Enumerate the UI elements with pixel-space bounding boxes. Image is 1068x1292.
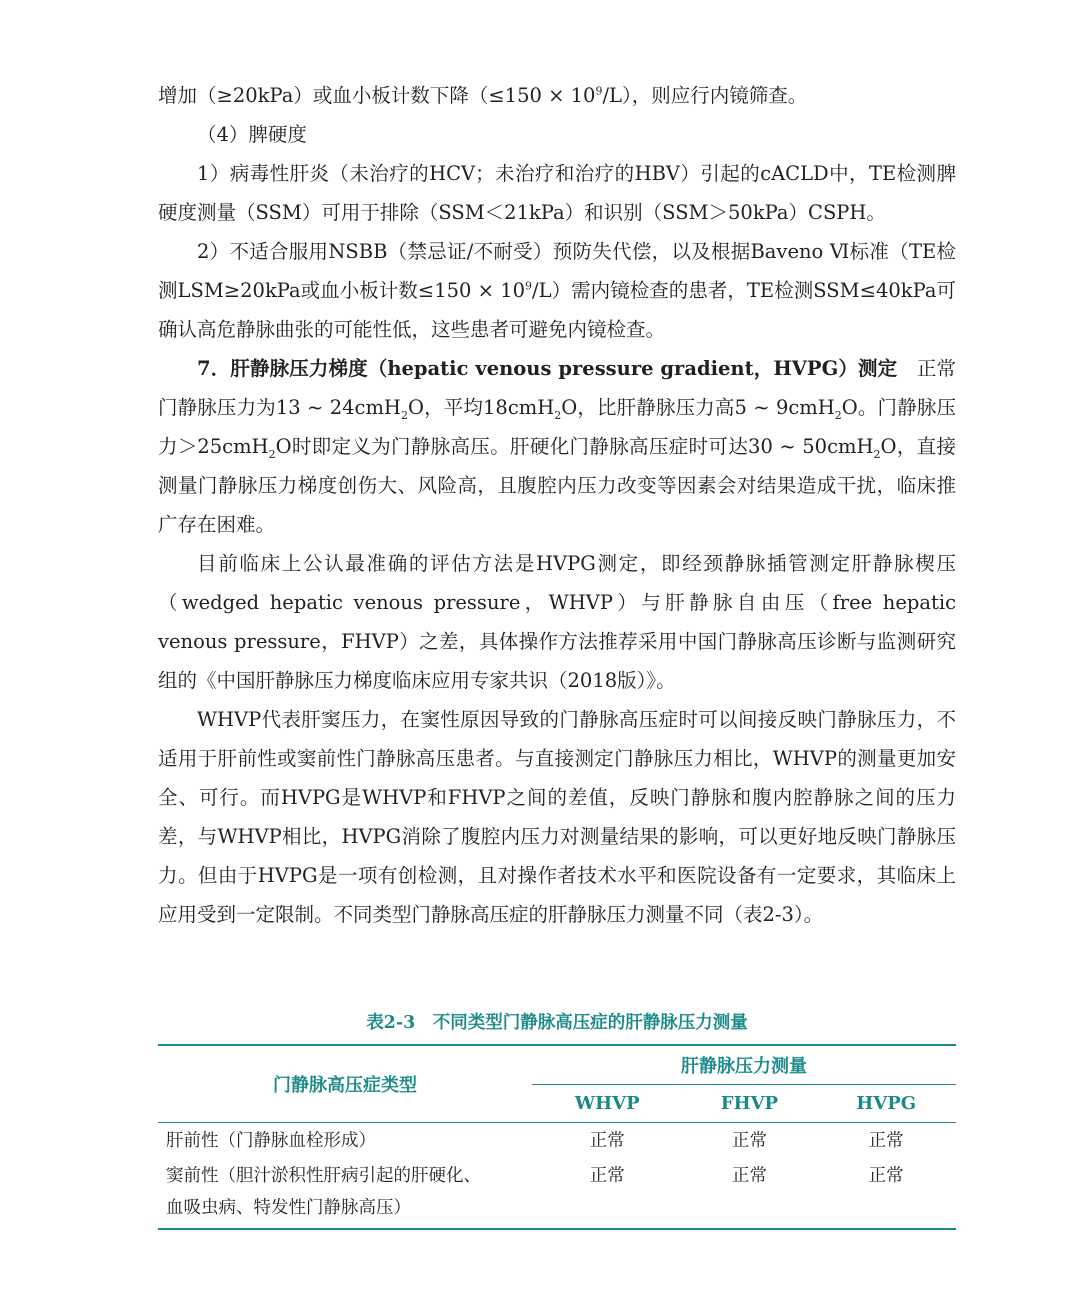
body-text xyxy=(158,76,956,934)
row-value: 正常 xyxy=(816,1158,956,1229)
paragraph-5: 7．肝静脉压力梯度（hepatic venous pressure gradient，HVPG）测定 正常门静脉压力为13 ~ 24cmH$_2$O，平均18cmH$_2$O，比肝静脉压力高5 ~ 9cmH$_2$O。门静脉压力＞25cmH$_2$O时即定义为门静脉高压。肝硬化门静脉高压症时可达30 ~ 50cmH$_2$O，直接测量门静脉压力梯度创伤大、风险高，且腹腔内压力改变等因素会对结果造成干扰，临床推广存在困难。 xyxy=(158,357,956,536)
section-heading: 7．肝静脉压力梯度（hepatic venous pressure gradient，HVPG）测定 xyxy=(197,357,898,380)
row-value: 正常 xyxy=(532,1158,683,1229)
table-caption: 表2-3 不同类型门静脉高压症的肝静脉压力测量 xyxy=(366,1013,748,1033)
pressure-table xyxy=(158,1044,956,1230)
header-whvp: WHVP xyxy=(532,1085,683,1123)
row-value: 正常 xyxy=(589,1131,625,1151)
paragraph-1: 增加（≥20kPa）或血小板计数下降$(\le 150 \times 10^9/L)$，则应行内镜筛查。 xyxy=(158,84,808,107)
row-value: 正常 xyxy=(868,1131,904,1151)
row-type: 肝前性（门静脉血栓形成） xyxy=(166,1131,376,1151)
paragraph-7: WHVP代表肝窦压力，在窦性原因导致的门静脉高压症时可以间接反映门静脉压力，不适用于肝前性或窦前性门静脉高压患者。与直接测定门静脉压力相比，WHVP的测量更加安全、可行。而HVPG是WHVP和FHVP之间的差值，反映门静脉和腹内腔静脉之间的压力差，与WHVP相比，HVPG消除了腹腔内压力对测量结果的影响，可以更好地反映门静脉压力。但由于HVPG是一项有创检测，且对操作者技术水平和医院设备有一定要求，其临床上应用受到一定限制。不同类型门静脉高压症的肝静脉压力测量不同（表2-3）。 xyxy=(158,708,956,926)
paragraph-4: 2）不适合服用NSBB（禁忌证/不耐受）预防失代偿，以及根据Baveno Ⅵ标准（TE检测LSM≥20kPa或血小板计数$\le 150 \times 10^9/L$）需内镜检查的患者，TE检测SSM≤40kPa可确认高危静脉曲张的可能性低，这些患者可避免内镜检查。 xyxy=(158,240,956,341)
table-2-3 xyxy=(158,1008,956,1230)
header-hvpg: HVPG xyxy=(816,1085,956,1123)
header-fhvp: FHVP xyxy=(683,1085,817,1123)
table-row xyxy=(158,1158,956,1229)
table-row xyxy=(158,1123,956,1159)
row-value: 正常 xyxy=(731,1131,767,1151)
paragraph-6: 目前临床上公认最准确的评估方法是HVPG测定，即经颈静脉插管测定肝静脉楔压（wedged hepatic venous pressure，WHVP）与肝静脉自由压（free hepatic venous pressure，FHVP）之差，具体操作方法推荐采用中国门静脉高压诊断与监测研究组的《中国肝静脉压力梯度临床应用专家共识（2018版）》。 xyxy=(158,552,956,692)
paragraph-2: （4）脾硬度 xyxy=(197,123,307,146)
paragraph-3: 1）病毒性肝炎（未治疗的HCV；未治疗和治疗的HBV）引起的cACLD中，TE检测脾硬度测量（SSM）可用于排除（SSM＜21kPa）和识别（SSM＞50kPa）CSPH。 xyxy=(158,162,956,224)
row-type: 窦前性（胆汁淤积性肝病引起的肝硬化、 血吸虫病、特发性门静脉高压） xyxy=(158,1158,532,1229)
row-value: 正常 xyxy=(683,1158,817,1229)
header-type: 门静脉高压症类型 xyxy=(158,1045,532,1123)
header-group: 肝静脉压力测量 xyxy=(532,1045,956,1085)
